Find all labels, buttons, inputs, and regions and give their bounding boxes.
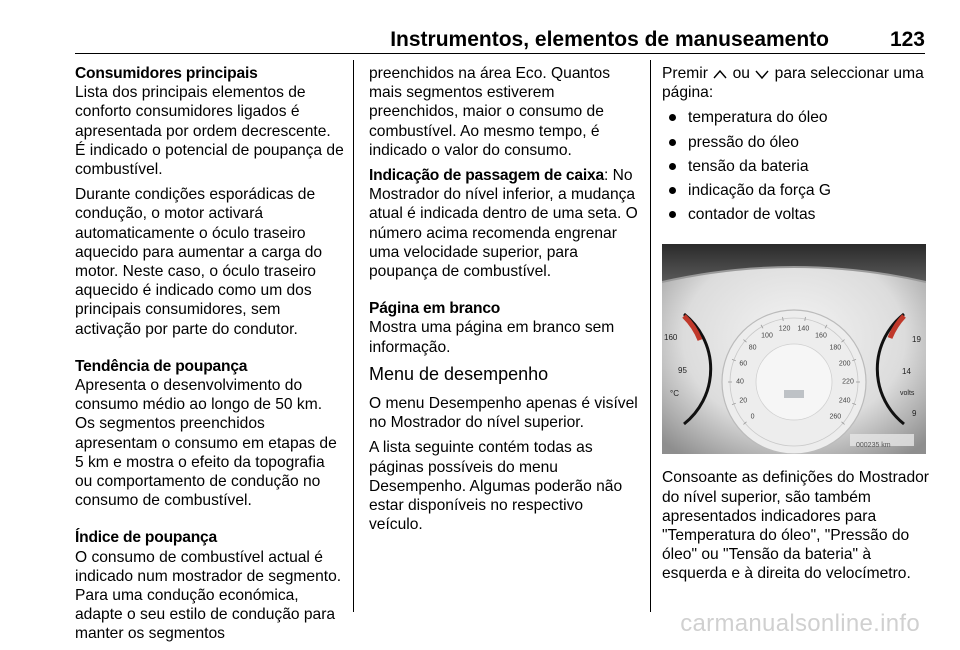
bullet-icon xyxy=(669,114,676,121)
gauge-label: 95 xyxy=(678,366,687,376)
speed-tick-label: 140 xyxy=(797,325,810,333)
instrument-cluster-figure xyxy=(662,244,926,454)
gauge-label: 14 xyxy=(902,367,911,377)
bullet-icon xyxy=(669,187,676,194)
chevron-down-icon xyxy=(754,68,770,80)
list-item: temperatura do óleo xyxy=(662,108,932,127)
list-item: pressão do óleo xyxy=(662,133,932,152)
list-item: contador de voltas xyxy=(662,205,932,224)
speed-tick-label: 0 xyxy=(750,413,755,421)
bullet-icon xyxy=(669,211,676,218)
heading-tendencia: Tendência de poupança xyxy=(75,357,248,375)
bullet-icon xyxy=(669,163,676,170)
bullet-icon xyxy=(669,139,676,146)
column-3 xyxy=(662,64,932,590)
speed-tick-label: 240 xyxy=(838,397,851,405)
speed-tick-label: 100 xyxy=(761,332,773,340)
speed-tick-label: 120 xyxy=(778,325,791,333)
paragraph: Apresenta o desenvolvimento do consumo médio ao longo de 50 km. Os segmentos preenchidos apresentam o consumo em etapas de 5 km e mostra o efeito da topografia ou comportamento de condução no consumo de combustível. xyxy=(75,377,337,510)
speed-tick-label: 200 xyxy=(838,360,851,368)
speed-tick-label: 60 xyxy=(739,360,748,368)
paragraph: Mostra uma página em branco sem informação. xyxy=(369,319,615,356)
chapter-title: Instrumentos, elementos de manuseamento xyxy=(390,28,829,51)
page-list xyxy=(662,108,932,224)
heading-pagina-branco: Página em branco xyxy=(369,300,501,318)
column-1 xyxy=(75,64,345,650)
paragraph: O menu Desempenho apenas é visível no Mostrador do nível superior. xyxy=(369,395,638,432)
page-number: 123 xyxy=(889,28,925,51)
heading-indice: Índice de poupança xyxy=(75,529,217,547)
speed-tick-label: 160 xyxy=(815,332,827,340)
inline-heading-gear: Indicação de passagem de caixa xyxy=(369,167,604,185)
paragraph-text: : No Mostrador do nível inferior, a mudança atual é indicada dentro de uma seta. O número acima recomenda engrenar uma velocidade superior, para poupança de combustível. xyxy=(369,167,638,281)
intro-text: para seleccionar uma página: xyxy=(662,65,924,102)
intro-text: ou xyxy=(732,65,750,82)
speed-tick-label: 220 xyxy=(842,378,854,386)
watermark: carmanualsonline.info xyxy=(680,610,920,637)
list-item: tensão da bateria xyxy=(662,157,932,176)
column-divider-1 xyxy=(353,60,354,612)
section-heading: Menu de desempenho xyxy=(369,363,549,384)
list-item: indicação da força G xyxy=(662,181,932,200)
paragraph: O consumo de combustível actual é indicado num mostrador de segmento. Para uma condução económica, adapte o seu estilo de condução para manter os segmentos xyxy=(75,548,342,643)
speed-tick-label: 20 xyxy=(739,397,748,405)
odometer-readout: 000235 km xyxy=(856,442,891,450)
column-divider-2 xyxy=(650,60,651,612)
chevron-up-icon xyxy=(712,68,728,80)
paragraph-gear xyxy=(369,166,639,281)
speed-tick-label: 80 xyxy=(748,344,757,352)
column-2 xyxy=(369,64,639,540)
gauge-label: 9 xyxy=(912,409,917,419)
intro-paragraph xyxy=(662,64,932,102)
page-header xyxy=(75,0,925,54)
speed-tick-label: 40 xyxy=(736,378,744,386)
gauge-label: 160 xyxy=(664,333,678,343)
paragraph: Durante condições esporádicas de condução, o motor activará automaticamente o óculo traseiro aquecido para aumentar a carga do motor. Neste caso, o óculo traseiro aquecido é indicado como um dos principais consumidores, sem activação por parte do condutor. xyxy=(75,186,323,338)
speed-tick-label: 180 xyxy=(829,344,842,352)
paragraph: Consoante as definições do Mostrador do nível superior, são também apresentados indicadores para "Temperatura do óleo", "Pressão do óleo" ou "Tensão da bateria" à esquerda e à direita do velocímetro. xyxy=(662,469,929,583)
intro-text: Premir xyxy=(662,65,708,82)
header-rule xyxy=(75,53,925,54)
paragraph: A lista seguinte contém todas as páginas possíveis do menu Desempenho. Algumas poderão não estar disponíveis no respectivo veículo. xyxy=(369,439,623,534)
heading-consumidores: Consumidores principais xyxy=(75,65,258,82)
paragraph: Lista dos principais elementos de conforto consumidores ligados é apresentada por ordem decrescente. É indicado o potencial de poupança de combustível. xyxy=(75,84,344,179)
gauge-label: 19 xyxy=(912,335,921,345)
gauge-label: volts xyxy=(900,390,915,398)
cluster-illustration xyxy=(662,244,926,454)
paragraph: preenchidos na área Eco. Quantos mais segmentos estiverem preenchidos, maior o consumo de combustível. Ao mesmo tempo, é indicado o valor do consumo. xyxy=(369,65,610,159)
gauge-label: °C xyxy=(670,389,679,399)
speed-tick-label: 260 xyxy=(829,413,842,421)
